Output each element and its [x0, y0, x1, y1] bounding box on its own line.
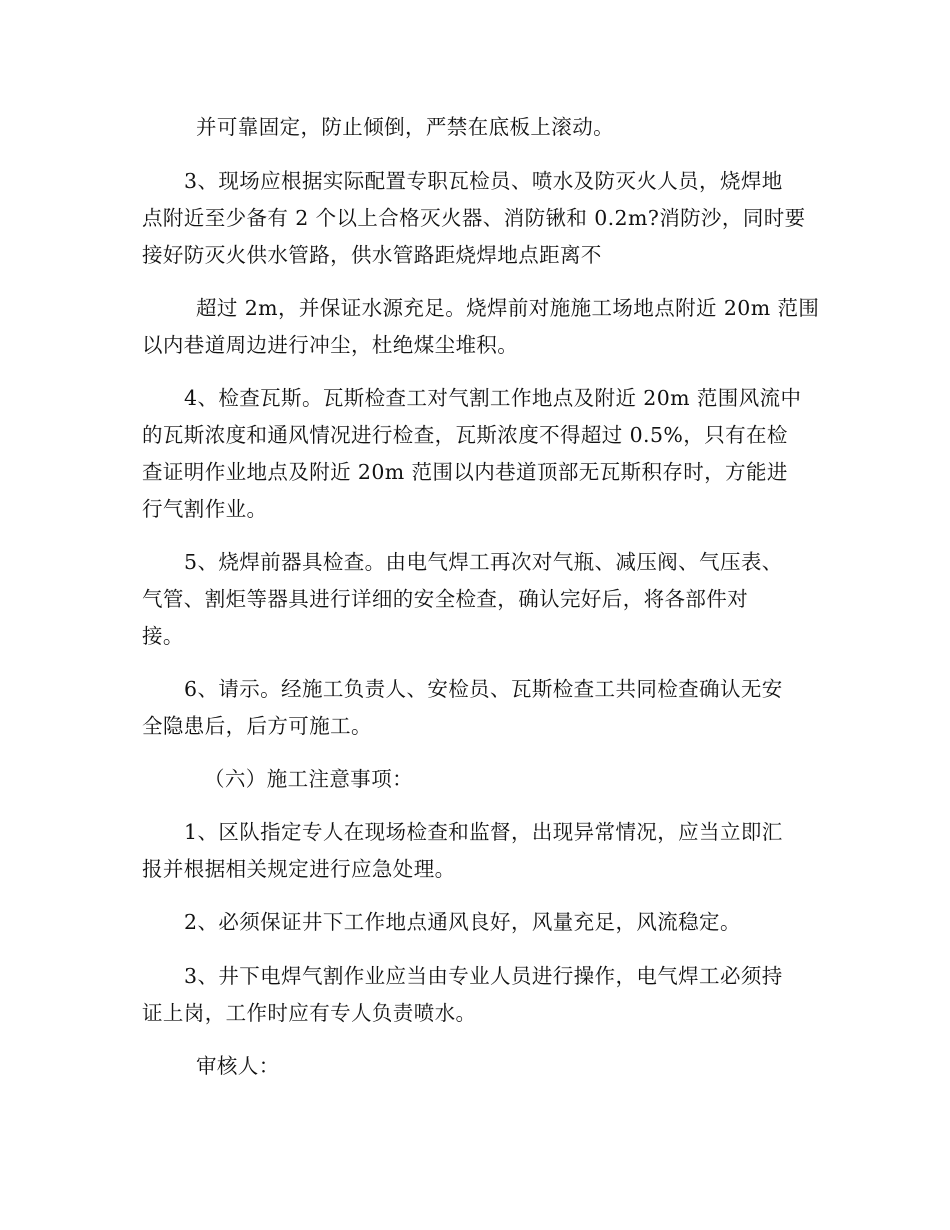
text-line: 以内巷道周边进行冲尘，杜绝煤尘堆积。 — [142, 333, 519, 357]
text-line: 1、区队指定专人在现场检查和监督，出现异常情况，应当立即汇 — [184, 820, 783, 844]
text-line: 3、现场应根据实际配置专职瓦检员、喷水及防灭火人员，烧焊地 — [184, 169, 783, 193]
text-line: 6、请示。经施工负责人、安检员、瓦斯检查工共同检查确认无安 — [184, 677, 783, 701]
text-line: 超过 2m，并保证水源充足。烧焊前对施施工场地点附近 20m 范围 — [196, 296, 820, 320]
text-line: 4、检查瓦斯。瓦斯检查工对气割工作地点及附近 20m 范围风流中 — [184, 386, 802, 410]
text-line: 的瓦斯浓度和通风情况进行检查，瓦斯浓度不得超过 0.5%，只有在检 — [142, 423, 788, 447]
text-line: 接。 — [142, 624, 184, 648]
text-line: 证上岗，工作时应有专人负责喷水。 — [142, 1001, 477, 1025]
text-line: 2、必须保证井下工作地点通风良好，风量充足，风流稳定。 — [184, 910, 741, 934]
text-line: 并可靠固定，防止倾倒，严禁在底板上滚动。 — [196, 115, 614, 139]
text-line: 5、烧焊前器具检查。由电气焊工再次对气瓶、减压阀、气压表、 — [184, 550, 783, 574]
section-heading: （六）施工注意事项： — [204, 767, 413, 791]
text-line: 接好防灭火供水管路，供水管路距烧焊地点距离不 — [142, 243, 602, 267]
reviewer-label: 审核人： — [196, 1054, 280, 1078]
text-line: 气管、割炬等器具进行详细的安全检查，确认完好后，将各部件对 — [142, 587, 749, 611]
text-line: 报并根据相关规定进行应急处理。 — [142, 857, 456, 881]
text-line: 行气割作业。 — [142, 497, 268, 521]
text-line: 查证明作业地点及附近 20m 范围以内巷道顶部无瓦斯积存时，方能进 — [142, 460, 788, 484]
text-line: 3、井下电焊气割作业应当由专业人员进行操作，电气焊工必须持 — [184, 964, 783, 988]
text-line: 点附近至少备有 2 个以上合格灭火器、消防锹和 0.2m?消防沙，同时要 — [142, 206, 806, 230]
text-line: 全隐患后，后方可施工。 — [142, 714, 372, 738]
